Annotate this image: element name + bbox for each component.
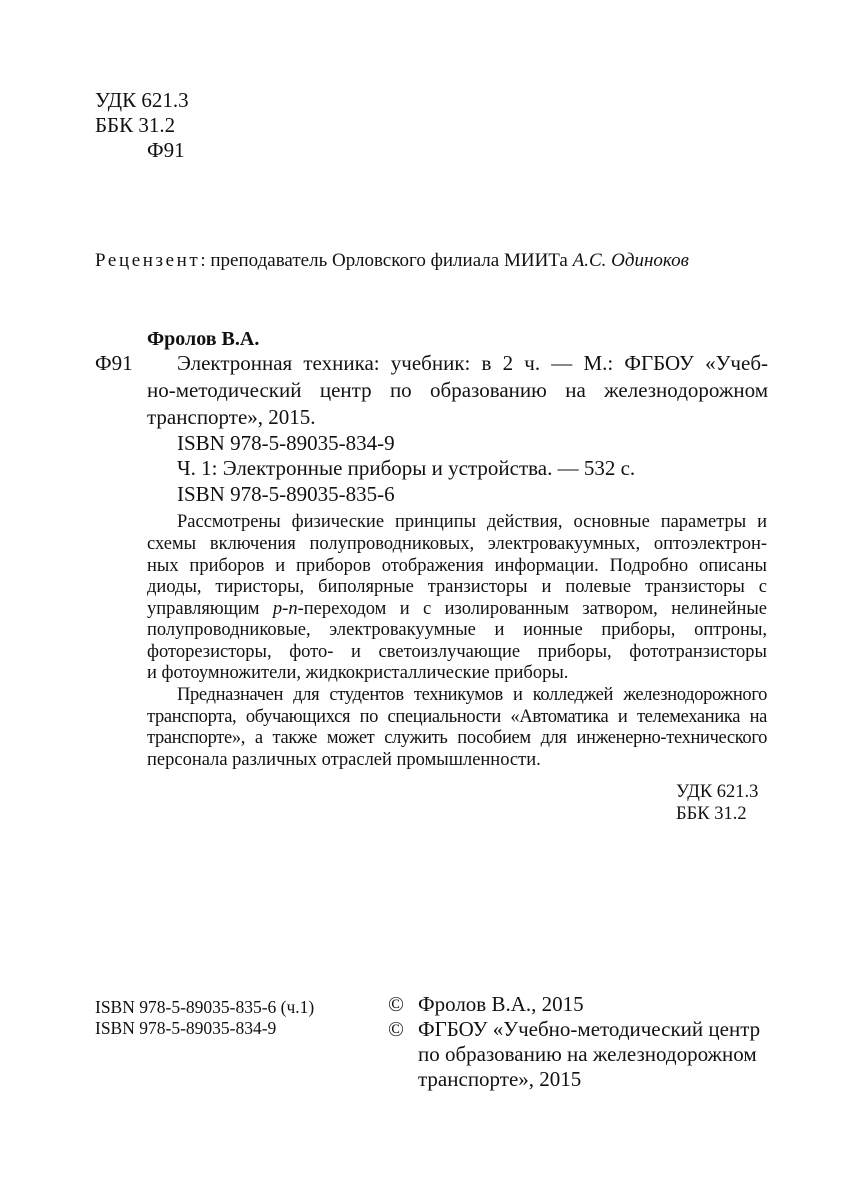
copyright-publisher-line-1: ФГБОУ «Учебно-методический центр: [418, 1017, 761, 1041]
annotation-p1-line-2: схемы включения полупроводниковых, электровакуумных, оптоэлектрон-: [147, 534, 767, 554]
bbk-code: ББК 31.2: [95, 113, 176, 137]
annotation-p1-line-6: полупроводниковые, электровакуумные и ионные приборы, оптроны,: [147, 620, 767, 640]
annotation-p1-line-7: фоторезисторы, фото- и светоизлучающие приборы, фототранзисторы: [147, 642, 767, 662]
annotation-p1-line-5: [147, 599, 767, 621]
copyright-publisher-line-3: транспорте», 2015: [418, 1067, 582, 1091]
card-title-line-2: но-методический центр по образованию на железнодорожном: [147, 378, 768, 402]
reviewer-label: Рецензент: [95, 250, 201, 271]
card-title-line-3: транспорте», 2015.: [147, 405, 316, 429]
copyright-symbol-1: ©: [388, 992, 404, 1016]
footer-isbn-2: ISBN 978-5-89035-834-9: [95, 1018, 277, 1038]
udk-code: УДК 621.3: [95, 88, 189, 112]
card-author: Фролов В.А.: [147, 328, 260, 350]
annotation-p2-line-1: Предназначен для студентов техникумов и колледжей железнодорожного: [177, 685, 767, 705]
annotation-p2-line-4: персонала различных отраслей промышленности.: [147, 750, 541, 770]
index-bbk: ББК 31.2: [676, 804, 747, 824]
annotation-p1-line-1: Рассмотрены физические принципы действия, основные параметры и: [177, 512, 767, 532]
copyright-publisher-line-2: по образованию на железнодорожном: [418, 1042, 757, 1066]
copyright-author: Фролов В.А., 2015: [418, 992, 584, 1016]
index-udk: УДК 621.3: [676, 782, 759, 802]
author-mark-top: Ф91: [147, 138, 185, 162]
card-isbn-part: ISBN 978-5-89035-835-6: [177, 482, 395, 506]
annotation-p2-line-3: транспорте», а также может служить пособием для инженерно-технического: [147, 728, 767, 748]
card-mark: Ф91: [95, 351, 133, 375]
annotation-line5-before: управляющим: [147, 599, 273, 619]
annotation-line5-after: -переходом и с изолированным затвором, нелинейные: [297, 599, 767, 619]
annotation-pn: p-n: [272, 599, 298, 619]
card-isbn-set: ISBN 978-5-89035-834-9: [177, 431, 395, 455]
reviewer-line: [95, 250, 689, 272]
card-title-line-1: Электронная техника: учебник: в 2 ч. — М.: ФГБОУ «Учеб-: [177, 351, 768, 375]
annotation-p1-line-8: и фотоумножители, жидкокристаллические приборы.: [147, 663, 569, 683]
footer-isbn-1: ISBN 978-5-89035-835-6 (ч.1): [95, 997, 315, 1017]
annotation-p2-line-2: транспорта, обучающихся по специальности «Автоматика и телемеханика на: [147, 707, 767, 727]
card-part: Ч. 1: Электронные приборы и устройства. — 532 с.: [177, 456, 636, 480]
reviewer-name: А.С. Одиноков: [572, 250, 689, 271]
reviewer-text: : преподаватель Орловского филиала МИИТа: [200, 250, 573, 271]
annotation-p1-line-4: диоды, тиристоры, биполярные транзисторы и полевые транзисторы с: [147, 577, 767, 597]
copyright-symbol-2: ©: [388, 1017, 404, 1041]
annotation-p1-line-3: ных приборов и приборов отображения информации. Подробно описаны: [147, 556, 767, 576]
